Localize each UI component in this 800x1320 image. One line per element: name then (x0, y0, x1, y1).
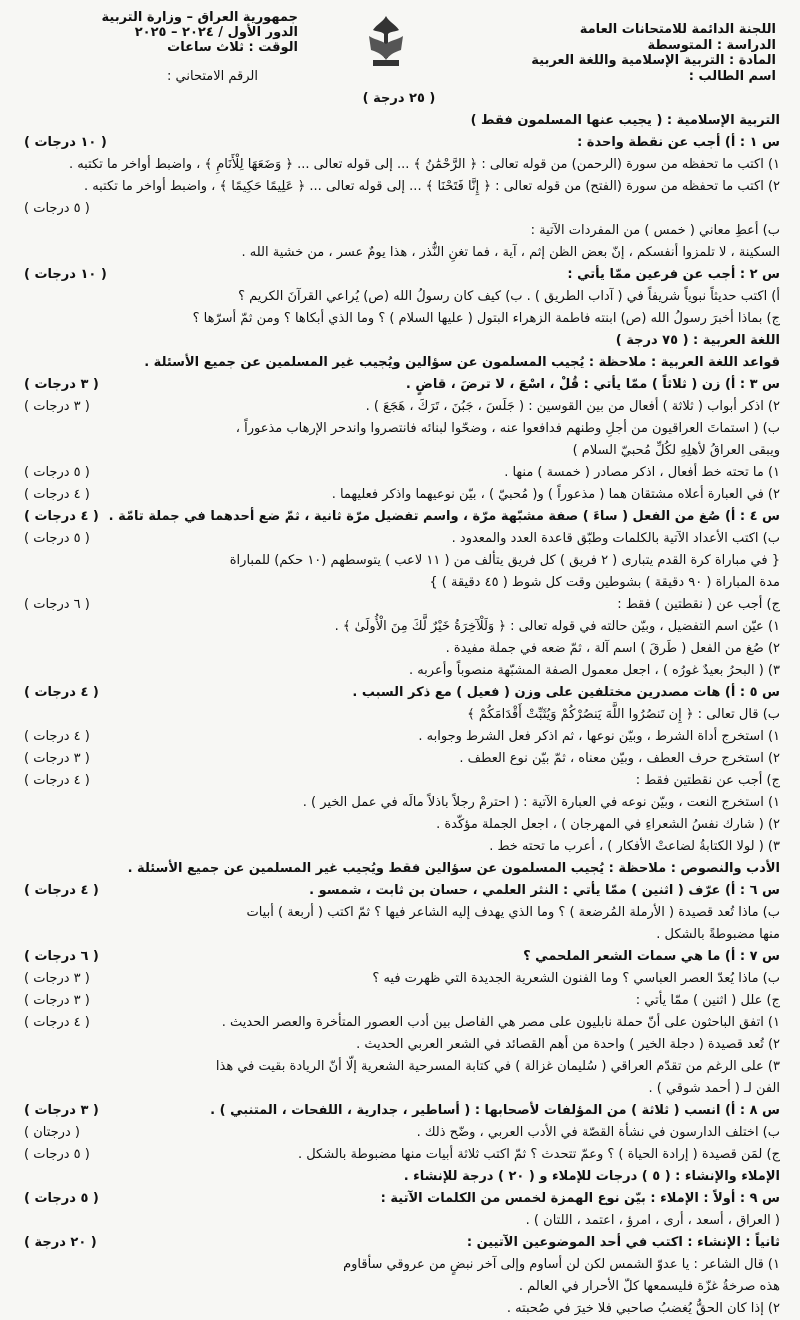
exam-line (18, 528, 780, 550)
exam-line-text: س ١ : أ) أجب عن نقطة واحدة : (577, 135, 780, 150)
exam-line-text: س ٣ : أ) زن ( ثلاثاً ) ممّا يأتي : قُلْ ، اسْعَ ، لا ترضَ ، قاضٍ . (405, 377, 780, 392)
header-line: جمهورية العراق – وزارة التربية (101, 10, 298, 25)
exam-questions (18, 88, 780, 1320)
exam-line-text: ب) اختلف الدارسون في نشأة القصّة في الأدب العربي ، وضّح ذلك . (416, 1125, 780, 1140)
exam-line-text: ١) اكتب ما تحفظه من سورة (الرحمن) من قوله تعالى : ﴿ الرَّحْمَٰنُ ﴾ ... إلى قوله تعالى ... ﴿ وَضَعَهَا لِلْأَنَامِ ﴾ ، واضبط أواخر ما تكتبه . (68, 157, 780, 172)
exam-line (18, 770, 780, 792)
exam-line (18, 836, 780, 858)
exam-line (18, 418, 780, 440)
exam-line-text: أ) اكتب حديثاً نبوياً شريفاً في ( آداب الطريق ) . ب) كيف كان رسولُ الله (ص) يُراعي القرآنَ الكريم ؟ (238, 289, 780, 304)
exam-line-text: س ٥ : أ) هات مصدرين مختلفين على وزن ( فعيل ) مع ذكر السبب . (352, 685, 780, 700)
exam-line (18, 506, 780, 528)
exam-line (18, 638, 780, 660)
marks-label: ( ٥ درجات ) (24, 531, 90, 546)
exam-line-text: ٢) اذكر أبواب ( ثلاثة ) أفعال من بين القوسين : ( جَلَسَ ، جَبُنَ ، تَرَكَ ، هَجَعَ ) . (365, 399, 780, 414)
exam-line (18, 902, 780, 924)
exam-line (18, 792, 780, 814)
marks-label: ( ١٠ درجات ) (24, 135, 107, 150)
exam-line-text: ج) أجب عن نقطتين فقط : (635, 773, 780, 788)
exam-line (18, 1122, 780, 1144)
exam-line (18, 154, 780, 176)
exam-line-text: ١) استخرج أداة الشرط ، وبيّن نوعها ، ثم اذكر فعل الشرط وجوابه . (418, 729, 780, 744)
exam-line-text: ٢) تُعد قصيدة ( دجلة الخير ) واحدة من أهم القصائد في الشعر العربي الحديث . (356, 1037, 780, 1052)
exam-line (18, 726, 780, 748)
exam-line-text: ثانياً : الإنشاء : اكتب في أحد الموضوعين الآتيين : (466, 1235, 780, 1250)
exam-line-text: السكينة ، لا تلمزوا أنفسكم ، إنّ بعض الظن إثم ، آية ، فما تغنِ النُّذر ، هذا يومٌ عسر ، من خشية الله . (241, 245, 780, 260)
exam-line (18, 308, 780, 330)
marks-label: ( ٥ درجات ) (24, 1191, 99, 1206)
exam-line (18, 132, 780, 154)
header-committee (526, 22, 776, 84)
exam-line (18, 264, 780, 286)
exam-line (18, 748, 780, 770)
exam-line (18, 880, 780, 902)
marks-label: ( ٤ درجات ) (24, 685, 99, 700)
exam-line (18, 946, 780, 968)
exam-line-text: ب) قال تعالى : ﴿ إِن تَنصُرُوا اللَّهَ يَنصُرْكُمْ وَيُثَبِّتْ أَقْدَامَكُمْ ﴾ (467, 707, 780, 722)
exam-line-text: ب) ( استماتَ العراقيون من أجلِ وطنهم فدافعوا عنه ، وضحّوا لبنائه فانتصروا واندحر الإرهاب مذعوراً ، (235, 421, 780, 436)
marks-label: ( ١٠ درجات ) (24, 267, 107, 282)
exam-line-text: ١) ما تحته خط أفعال ، اذكر مصادر ( خمسة ) منها . (504, 465, 780, 480)
exam-line (18, 88, 780, 110)
exam-line (18, 1144, 780, 1166)
exam-line-text: ب) أعطِ معاني ( خمس ) من المفردات الآتية : (530, 223, 780, 238)
exam-line-text: ب) ماذا يُعدّ العصر العباسي ؟ وما الفنون الشعرية الجديدة التي ظهرت فيه ؟ (372, 971, 780, 986)
marks-label: ( ٤ درجات ) (24, 487, 90, 502)
marks-label: ( ٣ درجات ) (24, 399, 90, 414)
marks-label: ( ٦ درجات ) (24, 949, 99, 964)
marks-label: ( ٤ درجات ) (24, 729, 90, 744)
marks-label: ( ٣ درجات ) (24, 971, 90, 986)
exam-line (18, 374, 780, 396)
marks-label: ( ٥ درجات ) (24, 1147, 90, 1162)
exam-line-text: س ٢ : أجب عن فرعين ممّا يأتي : (567, 267, 780, 282)
exam-line-text: هذه صرخةُ غزّة فليسمعها كلّ الأحرار في العالم . (518, 1279, 780, 1294)
exam-line-text: ( العراق ، أسعد ، أرى ، امرؤ ، اعتمد ، اللتان ) . (525, 1213, 780, 1228)
exam-line-text: س ٩ : أولاً : الإملاء : بيّن نوع الهمزة لخمس من الكلمات الآتية : (380, 1191, 780, 1206)
exam-line (18, 1034, 780, 1056)
exam-line-text: ١) قال الشاعر : يا عدوّ الشمس لكن لن أساوم وإلى آخر نبضٍ من عروقي سأقاوم (343, 1257, 780, 1272)
exam-line (18, 440, 780, 462)
iraq-emblem-icon (355, 10, 417, 72)
exam-line (18, 572, 780, 594)
exam-line (18, 704, 780, 726)
exam-line-text: الفن لـ ( أحمد شوقي ) . (648, 1081, 780, 1096)
exam-line (18, 352, 780, 374)
exam-line-text: ب) ماذا تُعد قصيدة ( الأرملة المُرضعة ) ؟ وما الذي يهدف إليه الشاعر فيها ؟ ثمّ اكتب ( أربعة ) أبيات (246, 905, 780, 920)
exam-line-text: ٢) صُغ من الفعل ( طَرقَ ) اسم آلة ، ثمّ ضعه في جملة مفيدة . (445, 641, 780, 656)
exam-line (18, 242, 780, 264)
exam-line-text: ١) اتفق الباحثون على أنّ حملة نابليون على مصر هي الفاصل بين أدب العصور المتأخرة والعصر الحديث . (221, 1015, 780, 1030)
marks-label: ( ٤ درجات ) (24, 883, 99, 898)
exam-line (18, 176, 780, 198)
header-line: المادة : التربية الإسلامية واللغة العربية (531, 53, 776, 68)
exam-line-text: ج) أجب عن ( نقطتين ) فقط : (617, 597, 780, 612)
exam-line (18, 682, 780, 704)
exam-line-text: ب) اكتب الأعداد الآتية بالكلمات وطبّق قاعدة العدد والمعدود . (451, 531, 780, 546)
exam-line (18, 1232, 780, 1254)
marks-label: ( ٣ درجات ) (24, 1103, 99, 1118)
exam-line-text: ( ٢٥ درجة ) (362, 91, 436, 106)
exam-line (18, 286, 780, 308)
exam-line-text: س ٨ : أ) انسب ( ثلاثة ) من المؤلفات لأصحابها : ( أساطير ، جدارية ، اللفحات ، المتنبي ) . (210, 1103, 780, 1118)
exam-line-text: س ٤ : أ) صُغ من الفعل ( ساءَ ) صفة مشبّهة مرّة ، واسم تفضيل مرّة ثانية ، ثمّ ضع أحدهما في جملة تامّة . (108, 509, 780, 524)
exam-line-text: { في مباراة كرة القدم يتبارى ( ٢ فريق ) كل فريق يتألف من ( ١١ لاعب ) يتوسطهم (١٠ حكم) للمباراة (229, 553, 780, 568)
header-line: الدور الأول / ٢٠٢٤ – ٢٠٢٥ (134, 25, 298, 40)
exam-line (18, 1012, 780, 1034)
exam-line-text: ١) عيّن اسم التفضيل ، وبيّن حالته في قوله تعالى : ﴿ وَلَلْآخِرَةُ خَيْرٌ لَّكَ مِنَ الْأُولَىٰ ﴾ . (334, 619, 780, 634)
exam-line-text: ج) علل ( اثنين ) ممّا يأتي : (635, 993, 780, 1008)
header-line: الوقت : ثلاث ساعات (167, 40, 298, 55)
exam-line-text: ٢) إذا كان الحقُّ يُغضبُ صاحبي فلا خيرَ في صُحبته . (506, 1301, 780, 1316)
exam-line (18, 1056, 780, 1078)
exam-number-label: الرقم الامتحاني : (167, 69, 258, 84)
exam-line-text: ج) لمَن قصيدة ( إرادة الحياة ) ؟ وعمّ تتحدث ؟ ثمّ اكتب ثلاثة أبيات منها مضبوطة بالشكل . (297, 1147, 780, 1162)
marks-label: ( ٣ درجات ) (24, 993, 90, 1008)
marks-label: ( ٣ درجات ) (24, 751, 90, 766)
marks-label: ( ٤ درجات ) (24, 773, 90, 788)
exam-line-text: منها مضبوطةً بالشكل . (656, 927, 780, 942)
header-ministry (28, 10, 298, 84)
exam-line-text: الإملاء والإنشاء : ( ٥ ) درجات للإملاء و ( ٢٠ ) درجة للإنشاء . (403, 1169, 780, 1184)
exam-line-text: ٣) ( البحرُ بعيدٌ غورُه ) ، اجعل معمول الصفة المشبّهة منصوباً وأعربه . (408, 663, 780, 678)
exam-line-text: ٣) ( لولا الكتابةُ لضاعتْ الأفكار ) ، أعرب ما تحته خط . (489, 839, 780, 854)
exam-line-text: اللغة العربية : ( ٧٥ درجة ) (615, 333, 780, 348)
header-line: اللجنة الدائمة للامتحانات العامة (579, 22, 776, 37)
exam-line (18, 110, 780, 132)
marks-label: ( ٤ درجات ) (24, 1015, 90, 1030)
exam-line (18, 198, 780, 220)
exam-line (18, 968, 780, 990)
exam-line (18, 1210, 780, 1232)
exam-line (18, 1078, 780, 1100)
exam-line (18, 1166, 780, 1188)
exam-line (18, 1298, 780, 1320)
exam-line-text: س ٦ : أ) عرّف ( اثنين ) ممّا يأتي : النثر العلمي ، حسان بن ثابت ، شمسو . (309, 883, 780, 898)
marks-label: ( ٤ درجات ) (24, 509, 99, 524)
exam-line-text: ١) استخرج النعت ، وبيّن نوعه في العبارة الآتية : ( احترمْ رجلاً باذلاً مالَه في عمل الخير ) . (302, 795, 780, 810)
exam-line (18, 814, 780, 836)
marks-label: ( درجتان ) (24, 1125, 80, 1140)
exam-line (18, 330, 780, 352)
exam-line-text: الأدب والنصوص : ملاحظة : يُجيب المسلمون عن سؤالين فقط ويُجيب غير المسلمين عن جميع الأسئلة . (127, 861, 780, 876)
exam-line (18, 594, 780, 616)
marks-label: ( ٦ درجات ) (24, 597, 90, 612)
header-line: اسم الطالب : (688, 68, 776, 84)
exam-line-text: قواعد اللغة العربية : ملاحظة : يُجيب المسلمون عن سؤالين ويُجيب غير المسلمين عن جميع الأسئلة . (144, 355, 780, 370)
exam-line (18, 484, 780, 506)
exam-line-text: ٣) على الرغم من تقدّم العراقي ( سُليمان غزالة ) في كتابة المسرحية الشعرية إلّا أنّ الريادة بقيت في هذا (215, 1059, 780, 1074)
exam-line (18, 220, 780, 242)
marks-label: ( ٣ درجات ) (24, 377, 99, 392)
header-line: الدراسة : المتوسطة (647, 37, 776, 53)
exam-line (18, 616, 780, 638)
exam-line (18, 1276, 780, 1298)
exam-line (18, 396, 780, 418)
exam-line (18, 924, 780, 946)
marks-label: ( ٥ درجات ) (24, 465, 90, 480)
marks-label: ( ٢٠ درجة ) (24, 1235, 97, 1250)
exam-line-text: ٢) استخرج حرف العطف ، وبيّن معناه ، ثمّ بيّن نوع العطف . (459, 751, 780, 766)
exam-line-text: ج) بماذا أخبرَ رسولُ الله (ص) ابنته فاطمة الزهراء البتول ( عليها السلام ) ؟ وما الذي أبكاها ؟ ومن ثمّ أسرّها ؟ (192, 311, 780, 326)
exam-line (18, 990, 780, 1012)
exam-line (18, 550, 780, 572)
exam-line-text: ٢) في العبارة أعلاه مشتقان هما ( مذعوراً ) و( مُحبيّ ) ، بيّن نوعيهما واذكر فعليهما . (331, 487, 780, 502)
exam-line-text: مدة المباراة ( ٩٠ دقيقة ) بشوطين وقت كل شوط ( ٤٥ دقيقة ) } (429, 575, 780, 590)
exam-line-text: ٢) ( شارك نفسُ الشعراءِ في المهرجان ) ، اجعل الجملة مؤكّدة . (436, 817, 780, 832)
exam-line-text: التربية الإسلامية : ( يجيب عنها المسلمون فقط ) (470, 113, 780, 128)
exam-line (18, 858, 780, 880)
exam-line (18, 1100, 780, 1122)
exam-line (18, 1254, 780, 1276)
exam-line-text: ويبقى العراقُ لأهلِهِ لكُلِّ مُحبيّ السلام ) (572, 443, 780, 458)
exam-line-text: ٢) اكتب ما تحفظه من سورة (الفتح) من قوله تعالى : ﴿ إِنَّا فَتَحْنَا ﴾ ... إلى قوله تعالى ... ﴿ عَلِيمًا حَكِيمًا ﴾ ، واضبط أواخر ما تكتبه . (83, 179, 780, 194)
exam-line-text: س ٧ : أ) ما هي سمات الشعر الملحمي ؟ (523, 949, 780, 964)
exam-line (18, 1188, 780, 1210)
exam-line (18, 660, 780, 682)
marks-label: ( ٥ درجات ) (24, 201, 90, 216)
exam-line (18, 462, 780, 484)
